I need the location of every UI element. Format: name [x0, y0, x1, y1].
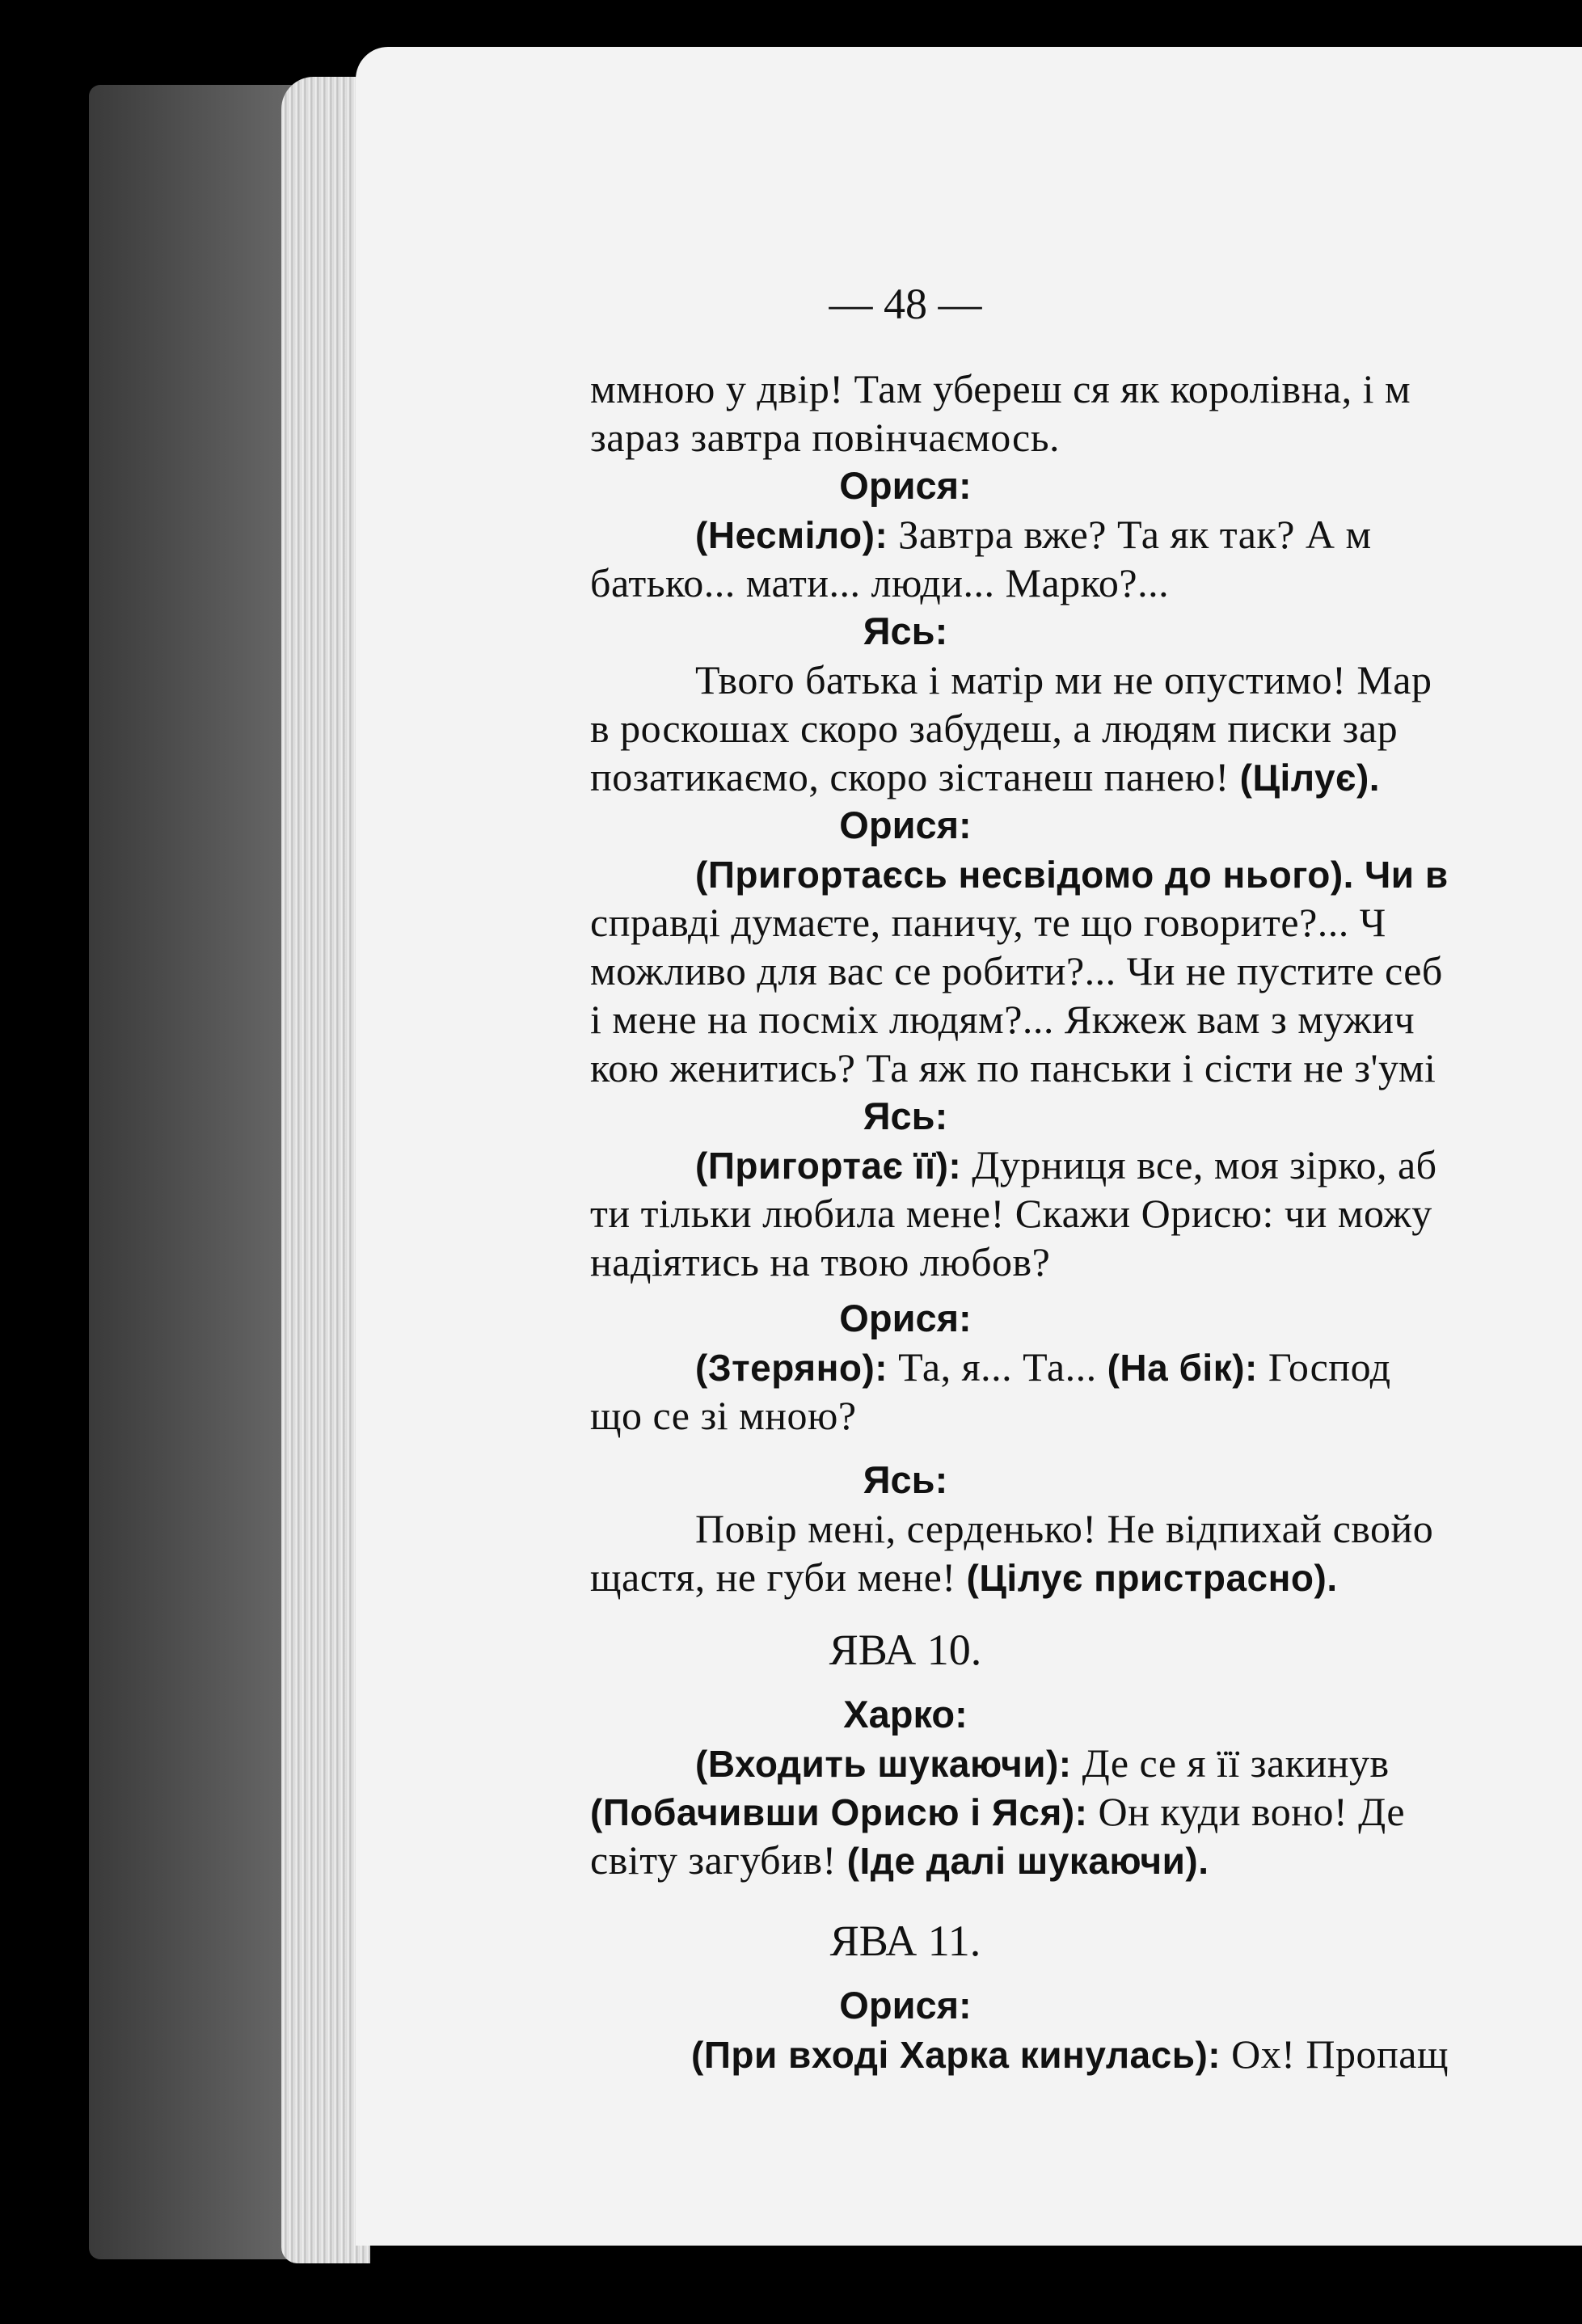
stage-direction: (Входить шукаючи): — [695, 1743, 1072, 1785]
stage-direction: (Іде далі шукаючи). — [846, 1840, 1209, 1882]
speaker-name: Харко: — [843, 1693, 968, 1736]
speaker-name: Орися: — [839, 464, 972, 507]
text-line — [590, 754, 1380, 800]
speaker-name: Орися: — [839, 803, 972, 846]
text-line: батько... мати... люди... Марко?... — [590, 560, 1170, 605]
speaker-name: Ясь: — [863, 1095, 948, 1137]
text-line: кою женитись? Та яж по панськи і сісти не з'умі — [590, 1045, 1436, 1090]
text-line: ммною у двір! Там убереш ся як королівна, і м — [590, 366, 1411, 411]
text-line: Твого батька і матір ми не опустимо! Мар — [695, 657, 1432, 702]
line-text: Чи в — [1364, 854, 1449, 896]
line-text: світу загубив! — [590, 1837, 837, 1883]
line-text: Де се я її закинув — [1082, 1740, 1390, 1786]
stage-direction: (Пригортає її): — [695, 1145, 962, 1187]
text-line — [695, 851, 1449, 897]
line-text: Завтра вже? Та як так? А м — [898, 512, 1372, 557]
stage-direction: (На бік): — [1107, 1347, 1258, 1389]
text-line — [695, 1142, 1437, 1188]
speaker-name: Ясь: — [863, 1458, 948, 1501]
text-line — [590, 1837, 1209, 1883]
stage-direction: (Побачивши Орисю і Яся): — [590, 1791, 1088, 1833]
text-line: зараз завтра повінчаємось. — [590, 415, 1061, 460]
text-line — [695, 1740, 1390, 1786]
text-line: що се зі мною? — [590, 1393, 857, 1438]
line-text: Та, я... Та... — [898, 1344, 1097, 1390]
line-text: Дурниця все, моя зірко, аб — [972, 1142, 1437, 1187]
stage-direction: (Пригортаєсь несвідомо до нього). — [695, 854, 1354, 896]
speaker-name: Орися: — [839, 1984, 972, 2027]
book-page — [356, 47, 1582, 2246]
stage-direction: (При вході Харка кинулась): — [691, 2034, 1221, 2076]
line-text: щастя, не губи мене! — [590, 1554, 956, 1600]
line-text: позатикаємо, скоро зістанеш панею! — [590, 754, 1230, 799]
text-line — [691, 2031, 1449, 2077]
text-line — [590, 1789, 1405, 1835]
line-text: Господ — [1268, 1344, 1391, 1390]
scene-heading: ЯВА 11. — [829, 1917, 981, 1965]
scene-heading: ЯВА 10. — [829, 1626, 982, 1674]
text-line: Повір мені, серденько! Не відпихай свойо — [695, 1506, 1434, 1551]
stage-direction: (Цілує). — [1239, 757, 1381, 799]
line-text: Он куди воно! Де — [1098, 1789, 1406, 1834]
page-number: — 48 — — [829, 280, 982, 328]
text-line: справді думаєте, паничу, те що говорите?... Ч — [590, 900, 1386, 945]
text-line: можливо для вас се робити?... Чи не пустите себ — [590, 948, 1443, 993]
text-line: і мене на посміх людям?... Якжеж вам з мужич — [590, 997, 1415, 1042]
stage-direction: (Несміло): — [695, 514, 888, 556]
text-line: в роскошах скоро забудеш, а людям писки зар — [590, 706, 1398, 751]
speaker-name: Ясь: — [863, 609, 948, 652]
speaker-name: Орися: — [839, 1297, 972, 1339]
text-line: надіятись на твою любов? — [590, 1239, 1051, 1284]
text-line — [590, 1554, 1338, 1601]
line-text: Ох! Пропащ — [1231, 2031, 1449, 2077]
stage-direction: (Цілує пристрасно). — [966, 1557, 1338, 1599]
text-line — [695, 512, 1372, 558]
text-line: ти тільки любила мене! Скажи Орисю: чи можу — [590, 1191, 1432, 1236]
text-line — [695, 1344, 1391, 1390]
stage-direction: (Зтеряно): — [695, 1347, 888, 1389]
